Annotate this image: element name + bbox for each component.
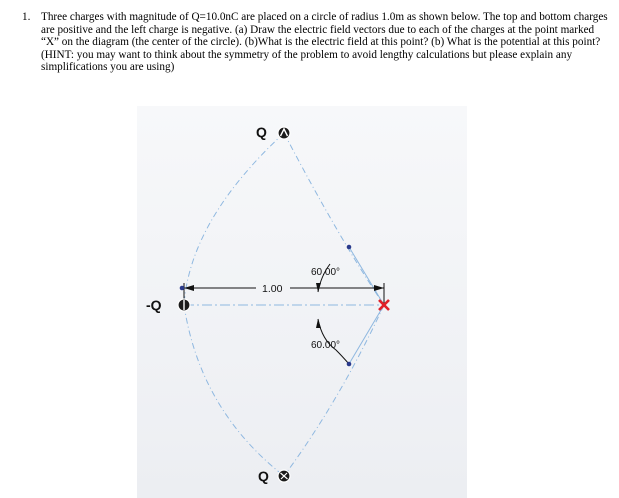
top-charge-label: Q <box>256 124 267 140</box>
radius-dimension-label: 1.00 <box>262 283 283 295</box>
upper-angle-label: 60.00° <box>311 267 341 278</box>
lower-angle-label: 60.00° <box>311 340 341 351</box>
radial-end-point-bottom <box>347 362 352 367</box>
problem-text: Three charges with magnitude of Q=10.0nC are placed on a circle of radius 1.0m as shown below. The top and bottom charges are positive and the left charge is negative. (a) Draw the electric field vectors due to each of the charges at the point marked “X” on the diagram (the center of the circle). (b)What is the electric field at this point? (b) What is the potential at this point? (HINT: you may want to think about the symmetry of the problem to avoid lengthy calculations but please explain any simplifications you are using) <box>41 11 608 74</box>
bottom-charge-label: Q <box>258 468 269 484</box>
left-charge-label: -Q <box>146 297 162 313</box>
dimension-end-point <box>180 286 185 291</box>
bottom-charge <box>278 470 290 482</box>
radial-end-point-top <box>347 245 352 250</box>
top-charge <box>278 127 290 139</box>
problem-number: 1. <box>22 11 31 23</box>
left-charge <box>178 299 190 311</box>
